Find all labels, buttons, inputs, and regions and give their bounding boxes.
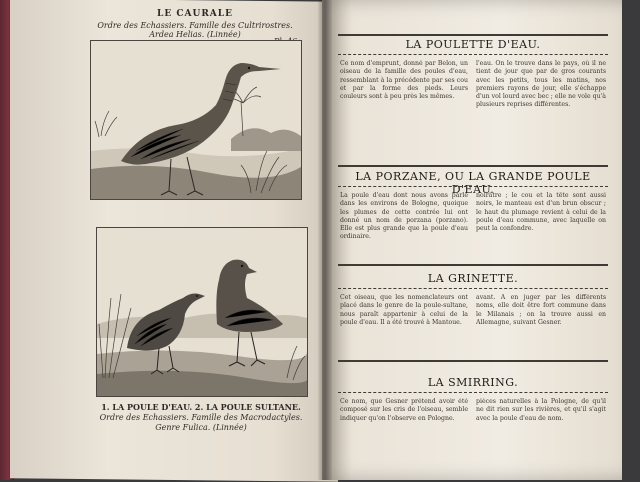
section-rule: [338, 165, 608, 167]
plate-caption-genus: Genre Fulica. (Linnée): [155, 423, 247, 432]
section-title-smirring: LA SMIRRING.: [427, 376, 519, 389]
section-rule: [338, 288, 608, 289]
text-poulette-left: Ce nom d'emprunt, donné par Belon, un oiseau de la famille des poules d'eau, ressemblant à la précédente par ses cou et par la forme des pieds. Leurs couleurs sont à peu près les mêmes.: [340, 60, 468, 101]
plate-poules: [96, 227, 308, 397]
section-rule: [338, 34, 608, 36]
section-title-poulette: LA POULETTE D'EAU.: [405, 38, 541, 51]
section-rule: [338, 186, 608, 187]
poules-engraving: [97, 228, 307, 396]
text-porzane-right: noirâtre ; le cou et la tête sont aussi noirs, le manteau est d'un brun obscur ; le haut du plumage revient à celui de la poule d'eau commune, avec laquelle on peut la confondre.: [476, 192, 606, 233]
text-smirring-left: Ce nom, que Gesner prétend avoir été composé sur les cris de l'oiseau, semble indiquer qu'on l'observe en Pologne.: [340, 398, 468, 422]
section-rule: [338, 264, 608, 266]
book-gutter: [318, 0, 332, 480]
text-grinette-left: Cet oiseau, que les nomenclateurs ont placé dans le genre de la poule-sultane, nous paraît appartenir à celui de la poule d'eau. Il a été trouvé à Mantoue.: [340, 294, 468, 326]
section-title-grinette: LA GRINETTE.: [427, 272, 519, 285]
section-rule: [338, 392, 608, 393]
text-porzane-left: La poule d'eau dont nous avons parlé dans les environs de Bologne, quoique les plumes de cette contrée lui ont donné un nom de porzana (porzano). Elle est plus grande que la poule d'eau ordinaire.: [340, 192, 468, 241]
left-header-genus: Ardea Helias. (Linnée): [149, 30, 241, 39]
section-title-porzane: LA PORZANE, OU LA GRANDE POULE D'EAU.: [355, 170, 591, 196]
section-rule: [338, 360, 608, 362]
text-smirring-right: pièces naturelles à la Pologne, de qu'il ne dit rien sur les rivières, et qu'il s'agit avec la poule d'eau de nom.: [476, 398, 606, 422]
left-header-order: Ordre des Echassiers. Famille des Cultrirostres.: [97, 21, 293, 30]
text-poulette-right: l'eau. On le trouve dans le pays, où il ne tient de jour que par de gros courants avec les petits, tous les matins, nos premiers rayons de jour, elle s'échappe d'un vol lourd avec bec ; elle ne vole qu'à plusieurs reprises différentes.: [476, 60, 606, 109]
caurale-engraving: [91, 41, 301, 199]
plate-caption-order: Ordre des Echassiers. Famille des Macrodactyles.: [99, 413, 303, 422]
plate-caurale: [90, 40, 302, 200]
left-header-title: LE CAURALE: [157, 9, 233, 19]
text-grinette-right: avant. A en juger par les différents noms, elle doit être fort commune dans le Milanais ; on la trouve aussi en Allemagne, suivant Gesner.: [476, 294, 606, 326]
plate-caption-title: 1. LA POULE D'EAU. 2. LA POULE SULTANE.: [101, 402, 301, 412]
section-rule: [338, 54, 608, 55]
